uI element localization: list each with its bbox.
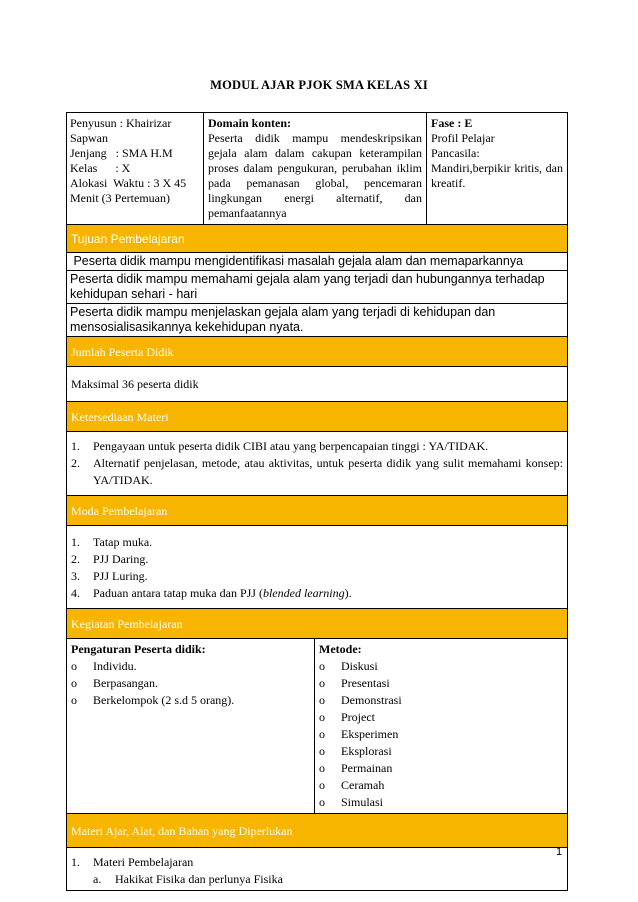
student-count <box>67 366 567 401</box>
list-text: Eksplorasi <box>341 744 392 758</box>
bullet-icon: o <box>71 693 77 707</box>
method-column <box>315 639 567 813</box>
list-text: Materi Pembelajaran <box>93 855 194 869</box>
time-line: Menit (3 Pertemuan) <box>70 191 170 205</box>
list-text-emphasis: blended learning <box>262 586 345 600</box>
author-info <box>67 113 204 224</box>
bullet-icon: o <box>319 795 325 809</box>
profile-line: Pancasila: <box>431 146 480 160</box>
objective-row: Peserta didik mampu mengidentifikasi masalah gejala alam dan memaparkannya <box>67 252 567 270</box>
bullet-icon: o <box>319 744 325 758</box>
list-text: Presentasi <box>341 676 390 690</box>
list-item <box>319 709 563 726</box>
list-text: Individu. <box>93 659 137 673</box>
student-count-text: Maksimal 36 peserta didik <box>71 377 199 391</box>
list-text: Berpasangan. <box>93 676 158 690</box>
list-item <box>71 658 310 675</box>
phase-heading: Fase : E <box>431 116 473 130</box>
learning-mode <box>67 525 567 608</box>
class-line: Kelas : X <box>70 161 131 175</box>
list-text: Berkelompok (2 s.d 5 orang). <box>93 693 235 707</box>
list-item <box>71 455 563 489</box>
list-item <box>319 658 563 675</box>
author-line: Penyusun : Khairizar <box>70 116 172 130</box>
info-row <box>67 113 567 224</box>
bullet-icon: o <box>319 761 325 775</box>
list-item <box>71 534 563 551</box>
list-item <box>319 692 563 709</box>
list-item <box>319 794 563 811</box>
list-number: 1. <box>71 439 80 453</box>
list-text: PJJ Daring. <box>93 552 149 566</box>
list-text: Alternatif penjelasan, metode, atau aktivitas, untuk peserta didik yang sulit memahami konsep: YA/TIDAK. <box>93 456 563 487</box>
list-item <box>71 692 310 709</box>
sub-list-item <box>71 871 563 888</box>
grouping-column <box>67 639 315 813</box>
list-text: Demonstrasi <box>341 693 402 707</box>
list-item <box>71 568 563 585</box>
list-number: 3. <box>71 569 80 583</box>
material-availability <box>67 431 567 495</box>
time-line: Alokasi Waktu : 3 X 45 <box>70 176 187 190</box>
list-item <box>71 675 310 692</box>
bullet-icon: o <box>71 676 77 690</box>
materials <box>67 847 567 890</box>
list-letter: a. <box>93 872 102 886</box>
list-text: PJJ Luring. <box>93 569 148 583</box>
list-number: 1. <box>71 855 80 869</box>
bullet-icon: o <box>319 676 325 690</box>
list-number: 2. <box>71 552 80 566</box>
level-line: Jenjang : SMA H.M <box>70 146 173 160</box>
bullet-icon: o <box>319 778 325 792</box>
bullet-icon: o <box>319 659 325 673</box>
list-item <box>319 675 563 692</box>
list-item <box>71 854 563 871</box>
grouping-heading: Pengaturan Peserta didik: <box>71 642 206 656</box>
bullet-icon: o <box>71 659 77 673</box>
method-heading: Metode: <box>319 642 362 656</box>
objective-row: Peserta didik mampu memahami gejala alam yang terjadi dan hubungannya terhadap kehidupan sehari - hari <box>67 270 567 303</box>
list-item <box>71 585 563 602</box>
section-header-moda: Moda Pembelajaran <box>67 495 567 525</box>
bullet-icon: o <box>319 727 325 741</box>
list-number: 2. <box>71 456 80 470</box>
list-item <box>319 760 563 777</box>
domain-content <box>204 113 427 224</box>
list-text: Ceramah <box>341 778 385 792</box>
section-header-jumlah: Jumlah Peserta Didik <box>67 336 567 366</box>
list-text-part: ). <box>344 586 352 600</box>
list-text: Pengayaan untuk peserta didik CIBI atau yang berpencapaian tinggi : YA/TIDAK. <box>93 439 489 453</box>
list-item <box>319 743 563 760</box>
list-text <box>93 585 563 602</box>
domain-text: Peserta didik mampu mendeskripsikan gejala alam dalam cakupan keterampilan proses dalam pengukuran, perubahan iklim pada pemanasan global, pencemaran lingkungan energi alternatif, dan pemanfaatannya <box>208 131 422 220</box>
page-number: 1 <box>556 846 563 858</box>
profile-line: Profil Pelajar <box>431 131 495 145</box>
section-header-ketersediaan: Ketersediaan Materi <box>67 401 567 431</box>
phase-info <box>427 113 567 224</box>
list-text: Hakikat Fisika dan perlunya Fisika <box>115 872 283 886</box>
list-text: Project <box>341 710 375 724</box>
list-item <box>71 551 563 568</box>
section-header-materi: Materi Ajar, Alat, dan Bahan yang Diperlukan <box>67 813 567 847</box>
objective-row: Peserta didik mampu menjelaskan gejala alam yang terjadi di kehidupan dan mensosialisasikannya kekehidupan nyata. <box>67 303 567 336</box>
activity-split <box>67 638 567 813</box>
domain-heading: Domain konten: <box>208 116 292 130</box>
list-item <box>319 726 563 743</box>
bullet-icon: o <box>319 710 325 724</box>
module-table <box>66 112 568 891</box>
list-text: Permainan <box>341 761 393 775</box>
bullet-icon: o <box>319 693 325 707</box>
list-number: 1. <box>71 535 80 549</box>
list-text: Tatap muka. <box>93 535 153 549</box>
list-item <box>71 438 563 455</box>
list-item <box>319 777 563 794</box>
list-text: Simulasi <box>341 795 384 809</box>
profile-line: Mandiri,berpikir kritis, dan kreatif. <box>431 161 563 190</box>
section-header-tujuan: Tujuan Pembelajaran <box>67 224 567 252</box>
list-text-part: Paduan antara tatap muka dan PJJ ( <box>93 586 263 600</box>
author-line: Sapwan <box>70 131 108 145</box>
list-number: 4. <box>71 586 80 600</box>
list-text: Eksperimen <box>341 727 399 741</box>
list-text: Diskusi <box>341 659 378 673</box>
document-title: MODUL AJAR PJOK SMA KELAS XI <box>210 78 428 92</box>
section-header-kegiatan: Kegiatan Pembelajaran <box>67 608 567 638</box>
